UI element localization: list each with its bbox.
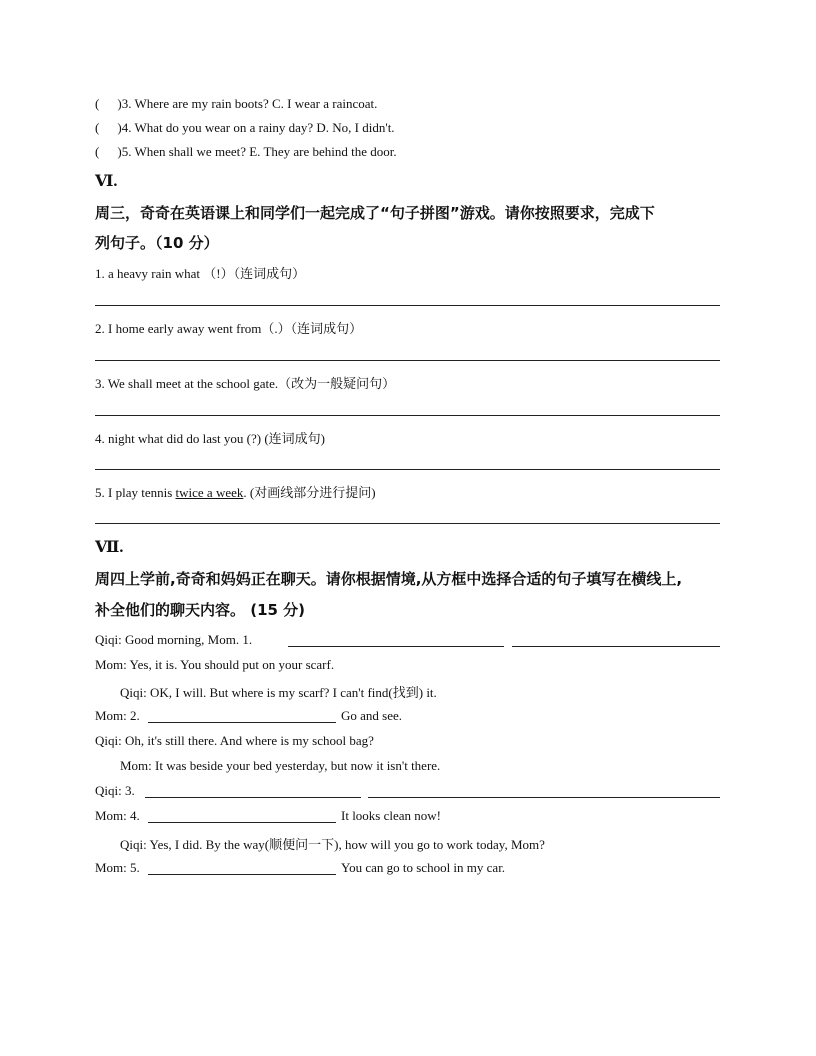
dialogue-blank-1b[interactable] xyxy=(512,646,720,647)
section-6-number: Ⅵ. xyxy=(95,173,118,190)
section-7-instruction-line1: 周四上学前,奇奇和妈妈正在聊天。请你根据情境,从方框中选择合适的句子填写在横线上, xyxy=(95,570,683,588)
dialogue-line-7: Qiqi: 3. xyxy=(95,783,135,798)
dialogue-line-5: Qiqi: Oh, it's still there. And where is my school bag? xyxy=(95,733,374,748)
dialogue-line-9: Qiqi: Yes, I did. By the way(顺便问一下), how will you go to work today, Mom? xyxy=(120,837,545,852)
section-6-instruction-line2: 列句子。（10 分） xyxy=(95,234,219,252)
answer-line-5[interactable] xyxy=(95,523,720,524)
answer-line-4[interactable] xyxy=(95,469,720,470)
dialogue-line-3: Qiqi: OK, I will. But where is my scarf? I can't find(找到) it. xyxy=(120,685,437,700)
dialogue-blank-4[interactable] xyxy=(148,822,336,823)
question-1: 1. a heavy rain what （!）（连词成句） xyxy=(95,266,306,281)
answer-line-3[interactable] xyxy=(95,415,720,416)
dialogue-line-2: Mom: Yes, it is. You should put on your scarf. xyxy=(95,657,335,672)
dialogue-blank-3b[interactable] xyxy=(368,797,720,798)
dialogue-line-6: Mom: It was beside your bed yesterday, but now it isn't there. xyxy=(120,758,441,773)
question-4: 4. night what did do last you (?) (连词成句) xyxy=(95,431,325,446)
matching-item: ( )5. When shall we meet? E. They are behind the door. xyxy=(95,144,397,159)
dialogue-blank-2[interactable] xyxy=(148,722,336,723)
section-7-instruction-line2: 补全他们的聊天内容。 (15 分) xyxy=(95,601,306,619)
dialogue-line-10-after: You can go to school in my car. xyxy=(341,860,506,875)
question-5: 5. I play tennis twice a week. (对画线部分进行提问) xyxy=(95,485,376,500)
dialogue-line-10: Mom: 5. xyxy=(95,860,140,875)
section-7-number: Ⅶ. xyxy=(95,539,124,556)
answer-line-1[interactable] xyxy=(95,305,720,306)
dialogue-line-8-after: It looks clean now! xyxy=(341,808,442,823)
dialogue-line-4-after: Go and see. xyxy=(341,708,403,723)
section-6-instruction-line1: 周三，奇奇在英语课上和同学们一起完成了“句子拼图”游戏。请你按照要求，完成下 xyxy=(95,204,655,222)
answer-line-2[interactable] xyxy=(95,360,720,361)
dialogue-line-1: Qiqi: Good morning, Mom. 1. xyxy=(95,632,253,647)
dialogue-blank-5[interactable] xyxy=(148,874,336,875)
underlined-phrase: twice a week xyxy=(175,485,244,500)
dialogue-line-8: Mom: 4. xyxy=(95,808,140,823)
question-3: 3. We shall meet at the school gate.（改为一般疑问句） xyxy=(95,376,396,391)
matching-item: ( )3. Where are my rain boots? C. I wear a raincoat. xyxy=(95,96,378,111)
dialogue-blank-1a[interactable] xyxy=(288,646,504,647)
matching-item: ( )4. What do you wear on a rainy day? D. No, I didn't. xyxy=(95,120,395,135)
question-2: 2. I home early away went from（.）（连词成句） xyxy=(95,321,363,336)
dialogue-blank-3a[interactable] xyxy=(145,797,361,798)
dialogue-line-4: Mom: 2. xyxy=(95,708,140,723)
